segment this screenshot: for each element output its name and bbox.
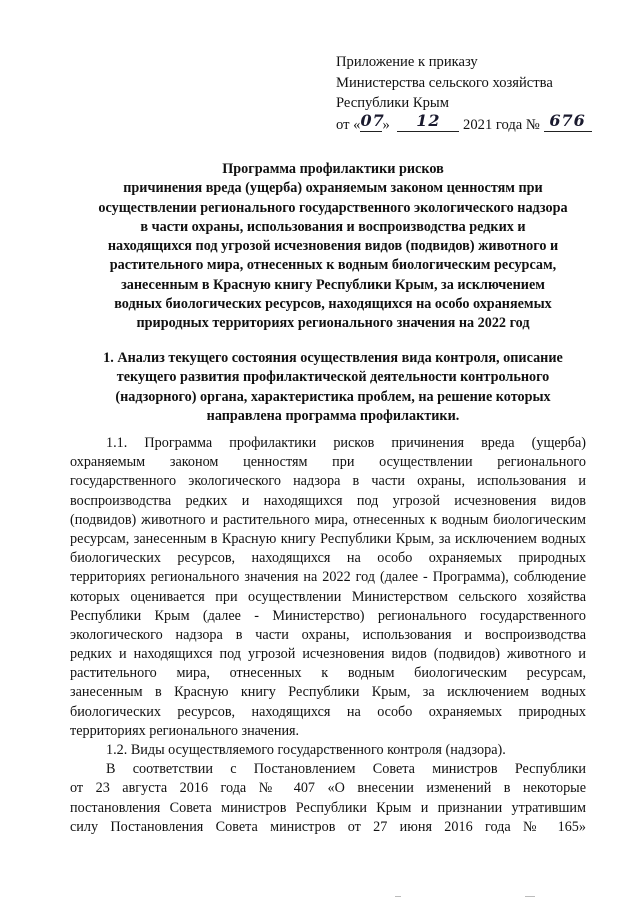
title-line: Программа профилактики рисков [222, 161, 444, 177]
scan-mark [395, 896, 401, 897]
scan-mark [525, 896, 535, 897]
heading-line: 1. Анализ текущего состояния осуществления вида контроля, описание [103, 350, 563, 366]
appendix-line-3: Республики Крым [336, 95, 449, 111]
order-month-blank [397, 110, 459, 132]
paragraph-1-1-line: которых оценивается при осуществлении Министерством сельского хозяйства [70, 588, 586, 605]
paragraph-1-1-line: Республики Крым (далее - Министерство) регионального государственного [70, 607, 586, 624]
paragraph-1-1-line: 1.1. Программа профилактики рисков причинения вреда (ущерба) [106, 435, 586, 451]
paragraph-1-1-line: занесенным в Красную книгу Республики Крым, за исключением водных [70, 684, 586, 701]
paragraph-1-2-line: 1.2. Виды осуществляемого государственного контроля (надзора). [106, 742, 506, 758]
paragraph-1-3-line: В соответствии с Постановлением Совета министров Республики [106, 761, 586, 778]
order-prefix: от « [336, 116, 361, 133]
paragraph-1-3-line: от 23 августа 2016 года № 407 «О внесении изменений в некоторые [70, 780, 586, 797]
heading-line: (надзорного) органа, характеристика проблем, на решение которых [115, 388, 551, 405]
order-day-blank [360, 110, 385, 132]
scan-artifact-marks [395, 896, 535, 898]
paragraph-1-1-line: ресурсам, занесенным в Красную книгу Республики Крым, за исключением водных [70, 530, 586, 547]
heading-line: текущего развития профилактической деятельности контрольного [116, 369, 550, 386]
order-number-handwritten: 676 [549, 110, 586, 130]
title-line: в части охраны, использования и воспроизводства редких и [140, 218, 526, 235]
title-line: растительного мира, отнесенных к водным биологическим ресурсам, [109, 257, 557, 274]
document-title [78, 160, 588, 334]
section-1-heading [80, 349, 586, 426]
order-year-text: 2021 года № [463, 116, 540, 133]
order-day-handwritten: 07 [360, 110, 385, 130]
paragraph-1-1-line: (подвидов) животного и растительного мира, отнесенных к водным биологическим [70, 511, 586, 528]
paragraph-1-1-line: территориях регионального значения на 2022 год (далее - Программа), соблюдение [70, 569, 586, 586]
title-line: водных биологических ресурсов, находящихся на особо охраняемых [114, 296, 552, 313]
appendix-block [336, 52, 626, 135]
paragraph-1-1-line: территориях регионального значения. [70, 722, 300, 739]
paragraph-1-1-line: воспроизводства редких и находящихся под угрозой исчезновения видов [70, 492, 586, 509]
title-line: находящихся под угрозой исчезновения видов (подвидов) животного и [107, 238, 559, 255]
section-1-body [70, 434, 586, 837]
paragraph-1-1-line: государственного экологического надзора в части охраны, использования и [70, 473, 586, 490]
paragraph-1-1-line: биологических ресурсов, находящихся на особо охраняемых природных [70, 550, 586, 567]
order-date-line [336, 110, 626, 136]
title-line: осуществлении регионального государственного экологического надзора [98, 199, 568, 216]
appendix-line-1: Приложение к приказу [336, 54, 478, 70]
title-line: занесенным в Красную книгу Республики Крым, за исключением [121, 276, 545, 293]
paragraph-1-1-line: биологических ресурсов, находящихся на особо охраняемых природных [70, 703, 586, 720]
order-month-handwritten: 12 [416, 110, 441, 130]
paragraph-1-1-line: охраняемым законом ценностям при осуществлении регионального [70, 454, 586, 471]
paragraph-1-1-line: экологического надзора в части охраны, использования и воспроизводства [70, 626, 586, 643]
order-quote-close: » [382, 116, 390, 133]
paragraph-1-1-line: растительного мира, отнесенных к водным биологическим ресурсам, [70, 665, 586, 682]
paragraph-1-1-line: редких и находящихся под угрозой исчезновения видов (подвидов) животного и [70, 646, 586, 663]
paragraph-1-3-line: силу Постановления Совета министров от 27 июня 2016 года № 165» [70, 818, 586, 835]
paragraph-1-3-line: постановления Совета министров Республики Крым и признании утратившим [70, 799, 586, 816]
appendix-line-2: Министерства сельского хозяйства [336, 74, 553, 91]
title-line: причинения вреда (ущерба) охраняемым законом ценностям при [123, 180, 543, 197]
heading-line: направлена программа профилактики. [206, 407, 460, 424]
order-number-blank [544, 110, 592, 132]
title-line: природных территориях регионального значения на 2022 год [136, 315, 530, 332]
